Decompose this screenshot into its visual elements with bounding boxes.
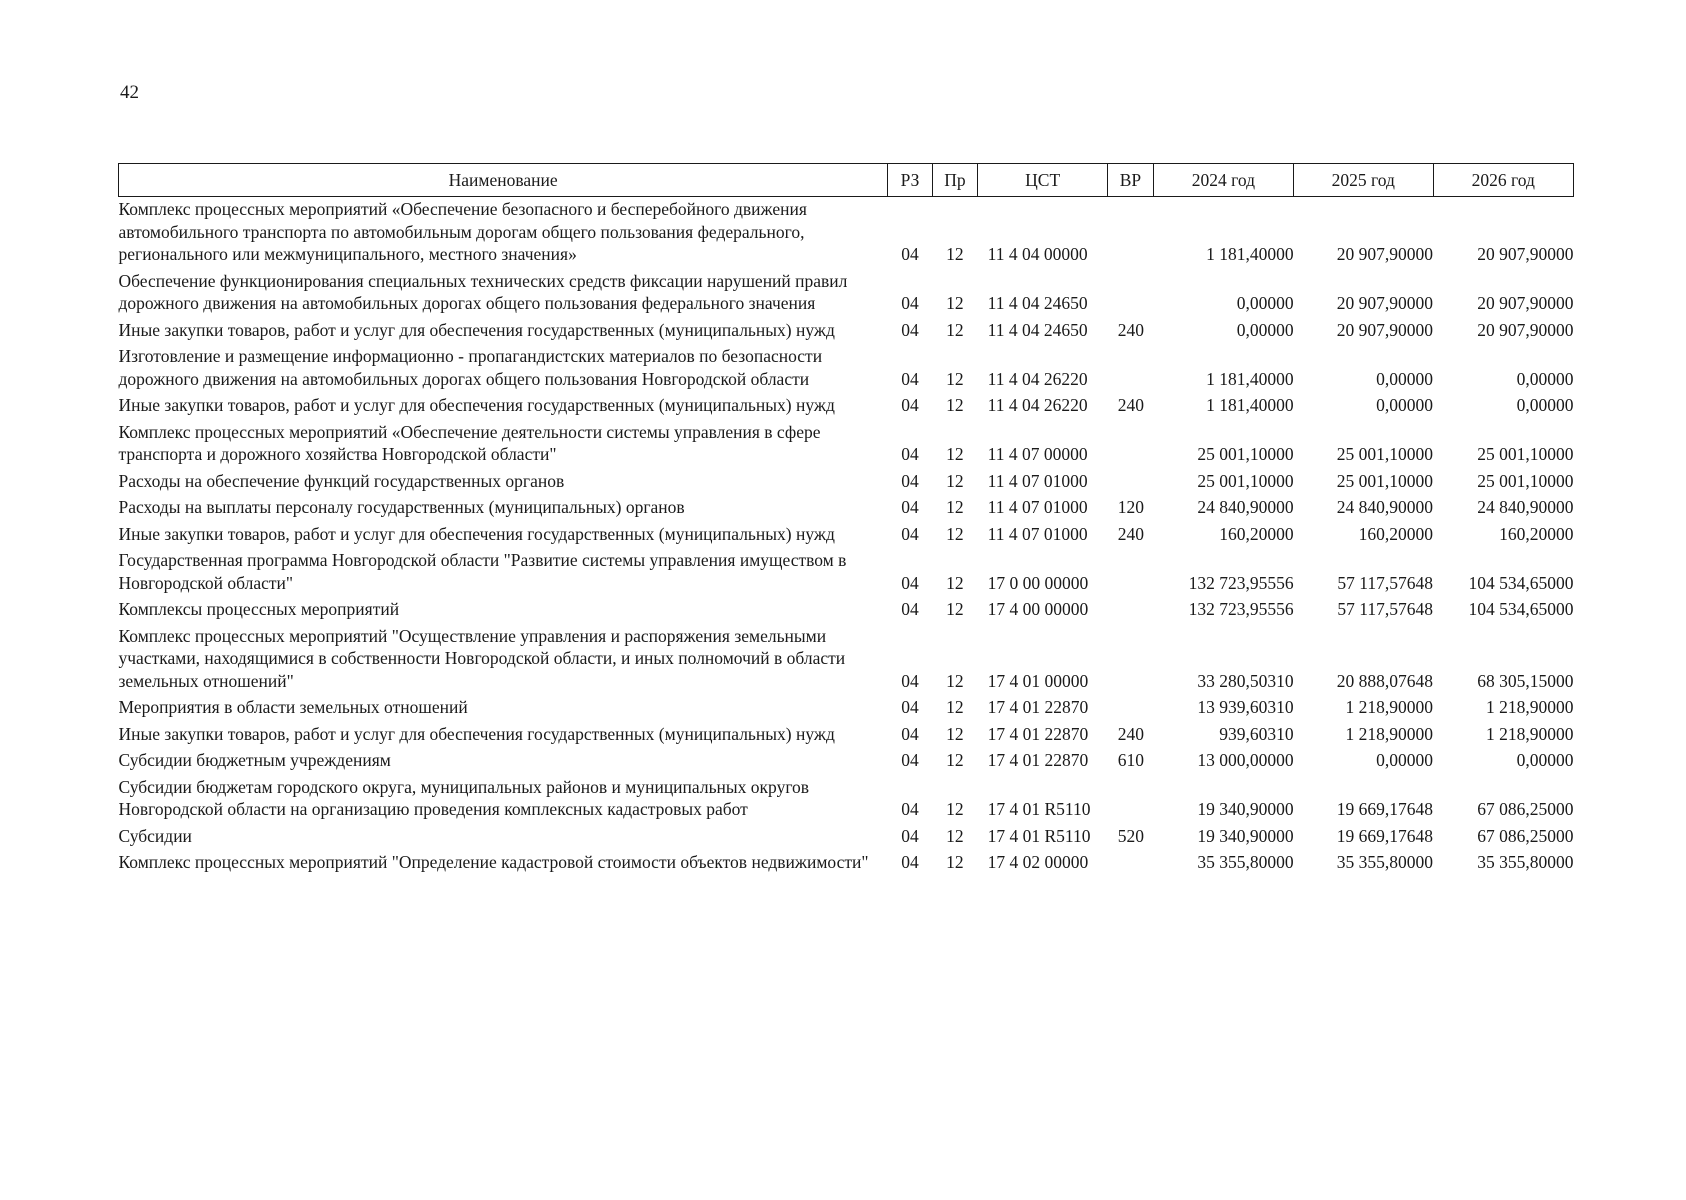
cell-2025: 20 907,90000 [1336, 293, 1433, 313]
cell-2024: 1 181,40000 [1206, 368, 1294, 389]
cell-2025: 20 907,90000 [1336, 319, 1433, 340]
cell-2025: 25 001,10000 [1336, 444, 1433, 464]
cell-cst: 17 4 01 R5110 [987, 799, 1091, 819]
cell-2026: 1 218,90000 [1486, 723, 1574, 744]
table-row [119, 420, 1574, 469]
table-row [119, 722, 1574, 749]
cell-2024: 0,00000 [1236, 293, 1294, 313]
cell-vr [1108, 269, 1153, 318]
table-row [119, 318, 1574, 345]
cell-2025: 20 907,90000 [1336, 244, 1433, 264]
cell-2026: 104 534,65000 [1468, 572, 1574, 593]
cell-vr [1108, 420, 1153, 469]
cell-2024: 25 001,10000 [1197, 470, 1294, 491]
cell-rz: 04 [901, 572, 919, 593]
cell-pr: 12 [946, 444, 964, 464]
cell-vr [1108, 775, 1153, 824]
cell-2026: 0,00000 [1516, 395, 1574, 415]
cell-cst: 11 4 04 26220 [987, 395, 1088, 415]
cell-2024: 1 181,40000 [1206, 244, 1294, 264]
cell-2026: 67 086,25000 [1477, 825, 1574, 846]
cell-vr [1108, 597, 1153, 624]
cell-cst: 17 4 01 R5110 [987, 825, 1091, 846]
cell-2026: 0,00000 [1516, 750, 1574, 770]
cell-vr [1108, 197, 1153, 269]
cell-pr: 12 [946, 572, 964, 593]
cell-pr: 12 [946, 799, 964, 819]
cell-pr: 12 [946, 852, 964, 872]
cell-2024: 19 340,90000 [1197, 825, 1294, 846]
cell-pr: 12 [946, 825, 964, 846]
cell-2024: 0,00000 [1236, 319, 1294, 340]
cell-name: Субсидии бюджетам городского округа, муниципальных районов и муниципальных округов Новгородской области на организацию проведения комплексных кадастровых работ [118, 776, 810, 819]
cell-vr [1108, 695, 1153, 722]
header-2024: 2024 год [1153, 164, 1293, 197]
cell-vr: 120 [1117, 497, 1144, 517]
cell-cst: 11 4 04 00000 [987, 244, 1088, 264]
cell-vr: 610 [1117, 750, 1144, 770]
cell-2025: 19 669,17648 [1336, 799, 1433, 819]
cell-cst: 11 4 04 26220 [987, 368, 1088, 389]
cell-rz: 04 [901, 470, 919, 491]
header-name: Наименование [119, 164, 888, 197]
header-2026: 2026 год [1433, 164, 1574, 197]
cell-name: Иные закупки товаров, работ и услуг для обеспечения государственных (муниципальных) нужд [118, 319, 835, 340]
cell-2025: 1 218,90000 [1345, 697, 1433, 717]
cell-2026: 0,00000 [1516, 368, 1574, 389]
cell-cst: 17 0 00 00000 [987, 572, 1089, 593]
cell-pr: 12 [946, 395, 964, 415]
cell-rz: 04 [901, 395, 919, 415]
cell-2026: 20 907,90000 [1477, 293, 1574, 313]
table-row [119, 495, 1574, 522]
cell-2024: 33 280,50310 [1197, 670, 1294, 691]
cell-pr: 12 [946, 244, 964, 264]
cell-2025: 35 355,80000 [1336, 852, 1433, 872]
table-header [119, 164, 1574, 197]
cell-rz: 04 [901, 293, 919, 313]
cell-cst: 17 4 02 00000 [987, 852, 1089, 872]
cell-rz: 04 [901, 697, 919, 717]
cell-2025: 160,20000 [1358, 523, 1433, 544]
cell-2025: 57 117,57648 [1337, 599, 1433, 619]
cell-rz: 04 [901, 750, 919, 770]
cell-2024: 24 840,90000 [1197, 497, 1294, 517]
cell-name: Мероприятия в области земельных отношений [118, 697, 468, 717]
header-pr: Пр [932, 164, 977, 197]
cell-cst: 11 4 04 24650 [987, 293, 1088, 313]
cell-pr: 12 [946, 497, 964, 517]
cell-name: Расходы на выплаты персоналу государственных (муниципальных) органов [118, 497, 685, 517]
header-2025: 2025 год [1294, 164, 1433, 197]
cell-vr [1108, 624, 1153, 696]
cell-rz: 04 [901, 670, 919, 691]
cell-pr: 12 [946, 723, 964, 744]
cell-cst: 11 4 07 01000 [987, 523, 1088, 544]
cell-2025: 0,00000 [1376, 368, 1433, 389]
cell-name: Изготовление и размещение информационно - пропагандистских материалов по безопасности дорожного движения на автомобильных дорогах общего пользования Новгородской области [118, 346, 823, 389]
cell-name: Комплекс процессных мероприятий «Обеспечение деятельности системы управления в сфере транспорта и дорожного хозяйства Новгородской области" [118, 421, 821, 464]
cell-rz: 04 [901, 523, 919, 544]
table-row [119, 197, 1574, 269]
header-vr: ВР [1108, 164, 1153, 197]
table-row [119, 624, 1574, 696]
cell-2025: 24 840,90000 [1336, 497, 1433, 517]
cell-2026: 104 534,65000 [1468, 599, 1574, 619]
cell-rz: 04 [901, 599, 919, 619]
cell-2024: 939,60310 [1219, 723, 1294, 744]
cell-rz: 04 [901, 799, 919, 819]
cell-2026: 160,20000 [1499, 523, 1574, 544]
table-row [119, 522, 1574, 549]
budget-table [118, 163, 1574, 877]
cell-name: Иные закупки товаров, работ и услуг для обеспечения государственных (муниципальных) нужд [118, 723, 835, 744]
cell-2026: 20 907,90000 [1477, 319, 1574, 340]
table-row [119, 775, 1574, 824]
cell-2026: 68 305,15000 [1477, 670, 1574, 691]
cell-rz: 04 [901, 319, 919, 340]
cell-2026: 35 355,80000 [1477, 852, 1574, 872]
cell-name: Государственная программа Новгородской области "Развитие системы управления имуществом в Новгородской области" [118, 550, 847, 593]
cell-name: Комплекс процессных мероприятий "Определение кадастровой стоимости объектов недвижимости" [118, 852, 869, 872]
cell-2026: 1 218,90000 [1486, 697, 1574, 717]
cell-rz: 04 [901, 723, 919, 744]
cell-name: Субсидии [118, 825, 192, 846]
cell-rz: 04 [901, 825, 919, 846]
cell-2024: 13 939,60310 [1197, 697, 1294, 717]
table-row [119, 850, 1574, 877]
cell-rz: 04 [901, 852, 919, 872]
cell-2024: 160,20000 [1219, 523, 1294, 544]
cell-cst: 17 4 01 22870 [987, 697, 1089, 717]
cell-pr: 12 [946, 697, 964, 717]
cell-pr: 12 [946, 670, 964, 691]
cell-vr [1108, 850, 1153, 877]
cell-cst: 11 4 07 01000 [987, 470, 1088, 491]
cell-2024: 132 723,95556 [1188, 572, 1294, 593]
table-body [119, 197, 1574, 877]
cell-2024: 25 001,10000 [1197, 444, 1294, 464]
header-rz: РЗ [888, 164, 932, 197]
table-row [119, 269, 1574, 318]
cell-2025: 0,00000 [1376, 395, 1433, 415]
cell-pr: 12 [946, 319, 964, 340]
table-row [119, 597, 1574, 624]
cell-2024: 19 340,90000 [1197, 799, 1294, 819]
table-row [119, 824, 1574, 851]
cell-vr: 240 [1117, 523, 1144, 544]
cell-pr: 12 [946, 368, 964, 389]
cell-pr: 12 [946, 293, 964, 313]
cell-2026: 24 840,90000 [1477, 497, 1574, 517]
cell-pr: 12 [946, 470, 964, 491]
table-row [119, 344, 1574, 393]
cell-vr: 240 [1117, 319, 1144, 340]
cell-rz: 04 [901, 368, 919, 389]
cell-pr: 12 [946, 599, 964, 619]
cell-2026: 25 001,10000 [1477, 470, 1574, 491]
cell-vr: 240 [1117, 395, 1144, 415]
cell-vr [1108, 344, 1153, 393]
cell-2025: 1 218,90000 [1345, 723, 1433, 744]
table-row [119, 393, 1574, 420]
cell-2024: 132 723,95556 [1188, 599, 1294, 619]
cell-2025: 25 001,10000 [1336, 470, 1433, 491]
cell-name: Комплекс процессных мероприятий "Осуществление управления и распоряжения земельными участками, находящимися в собственности Новгородской области, и иных полномочий в области земельных отношений" [118, 625, 846, 691]
table-row [119, 748, 1574, 775]
cell-2025: 0,00000 [1376, 750, 1433, 770]
cell-name: Субсидии бюджетным учреждениям [118, 750, 391, 770]
table-row [119, 469, 1574, 496]
cell-2026: 20 907,90000 [1477, 244, 1574, 264]
cell-2026: 25 001,10000 [1477, 444, 1574, 464]
cell-2025: 19 669,17648 [1336, 825, 1433, 846]
cell-2024: 13 000,00000 [1197, 750, 1294, 770]
cell-2025: 57 117,57648 [1337, 572, 1433, 593]
cell-cst: 11 4 07 01000 [987, 497, 1088, 517]
cell-cst: 17 4 01 22870 [987, 750, 1089, 770]
cell-vr [1108, 469, 1153, 496]
cell-vr [1108, 548, 1153, 597]
cell-pr: 12 [946, 750, 964, 770]
cell-rz: 04 [901, 497, 919, 517]
cell-cst: 17 4 01 00000 [987, 670, 1089, 691]
cell-name: Комплексы процессных мероприятий [118, 599, 400, 619]
cell-2026: 67 086,25000 [1477, 799, 1574, 819]
cell-pr: 12 [946, 523, 964, 544]
cell-cst: 17 4 01 22870 [987, 723, 1089, 744]
cell-vr: 240 [1117, 723, 1144, 744]
cell-rz: 04 [901, 444, 919, 464]
cell-cst: 11 4 07 00000 [987, 444, 1088, 464]
cell-cst: 11 4 04 24650 [987, 319, 1088, 340]
cell-2024: 1 181,40000 [1206, 395, 1294, 415]
cell-name: Комплекс процессных мероприятий «Обеспечение безопасного и бесперебойного движения автомобильного транспорта по автомобильным дорогам общего пользования федерального, регионального или межмуниципального, местного значения» [118, 199, 807, 264]
table-row [119, 695, 1574, 722]
cell-name: Иные закупки товаров, работ и услуг для обеспечения государственных (муниципальных) нужд [118, 395, 835, 415]
page-number: 42 [120, 82, 139, 103]
cell-name: Иные закупки товаров, работ и услуг для обеспечения государственных (муниципальных) нужд [118, 523, 835, 544]
cell-name: Расходы на обеспечение функций государственных органов [118, 470, 565, 491]
cell-rz: 04 [901, 244, 919, 264]
table-row [119, 548, 1574, 597]
cell-2025: 20 888,07648 [1336, 670, 1433, 691]
cell-2024: 35 355,80000 [1197, 852, 1294, 872]
cell-vr: 520 [1117, 825, 1144, 846]
header-cst: ЦСТ [978, 164, 1108, 197]
cell-cst: 17 4 00 00000 [987, 599, 1089, 619]
cell-name: Обеспечение функционирования специальных технических средств фиксации нарушений правил дорожного движения на автомобильных дорогах общего пользования федерального значения [118, 270, 848, 313]
